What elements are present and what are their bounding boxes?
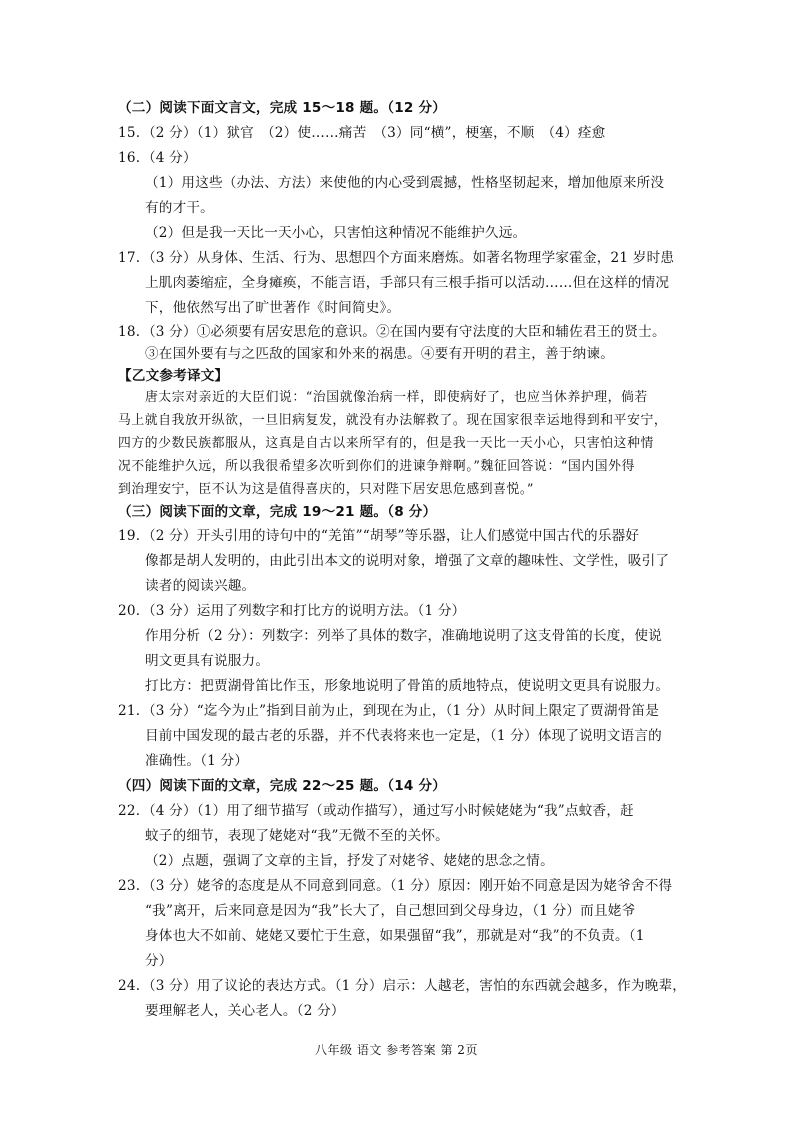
answer-22-l2: 蚊子的细节，表现了姥姥对“我”无微不至的关怀。 <box>145 828 449 844</box>
translation-line: 唐太宗对亲近的大臣们说：“治国就像治病一样，即使病好了，也应当休养护理，倘若 <box>145 390 648 405</box>
question-number: 15. <box>118 125 141 141</box>
question-number: 21. <box>118 703 141 719</box>
answer-18 <box>118 323 666 341</box>
section-heading-4: （四）阅读下面的文章，完成 22～25 题。（14 分） <box>118 778 447 794</box>
section-heading-2: （二）阅读下面文言文，完成 15～18 题。（12 分） <box>118 100 447 116</box>
answer-20-l3: 明文更具有说服力。 <box>145 653 270 669</box>
question-number: 23. <box>118 878 141 894</box>
answer-text: （4 分）（1）用了细节描写（或动作描写），通过写小时候姥姥为“我”点蚊香，赶 <box>142 803 634 819</box>
answer-16 <box>118 149 197 167</box>
translation-heading: 【乙文参考译文】 <box>118 368 229 384</box>
answer-text: （3 分）运用了列数字和打比方的说明方法。（1 分） <box>142 603 466 619</box>
answer-17 <box>118 249 674 267</box>
answer-18-l2: ③在国外要有与之匹敌的国家和外来的祸患。④要有开明的君主，善于纳谏。 <box>145 346 614 362</box>
answer-23-l3: 身体也大不如前、姥姥又要忙于生意，如果强留“我”，那就是对“我”的不负责。（1 <box>145 928 645 944</box>
answer-17-l3: 下，他依然写出了旷世著作《时间简史》。 <box>145 300 401 316</box>
answer-text: （3 分）①必须要有居安思危的意识。②在国内要有守法度的大臣和辅佐君王的贤士。 <box>142 324 666 340</box>
answer-20-l2: 作用分析（2 分）：列数字：列举了具体的数字，准确地说明了这支骨笛的长度，使说 <box>145 628 662 644</box>
answer-20 <box>118 602 465 620</box>
question-number: 18. <box>118 324 141 340</box>
answer-21-l3: 准确性。（1 分） <box>145 753 249 769</box>
answer-23-l4: 分） <box>145 953 173 969</box>
answer-17-l2: 上肌肉萎缩症，全身瘫痪，不能言语，手部只有三根手指可以活动……但在这样的情况 <box>145 275 670 291</box>
answer-text: （3 分）从身体、生活、行为、思想四个方面来磨炼。如著名物理学家霍金，21 岁时患 <box>142 250 675 266</box>
answer-19 <box>118 527 639 545</box>
answer-text: （2 分）（1）狱官 （2）使……痛苦 （3）同“横”，梗塞，不顺 （4）痊愈 <box>142 125 606 141</box>
answer-19-l3: 读者的阅读兴趣。 <box>145 578 256 594</box>
answer-16-part1-cont: 有的才干。 <box>145 200 214 216</box>
translation-line: 马上就自我放开纵欲，一旦旧病复发，就没有办法解救了。现在国家很幸运地得到和平安宁， <box>118 413 668 428</box>
answer-16-part1: （1）用这些（办法、方法）来使他的内心受到震撼，性格坚韧起来，增加他原来所没 <box>145 175 665 191</box>
answer-23 <box>118 877 672 895</box>
translation-line: 四方的少数民族都服从，这真是自古以来所罕有的，但是我一天比一天小心，只害怕这种情 <box>118 436 654 451</box>
translation-line: 况不能维护久远，所以我很希望多次听到你们的进谏争辩啊。”魏征回答说：“国内国外得 <box>118 459 635 474</box>
answer-text: （2 分）开头引用的诗句中的“羌笛”“胡琴”等乐器，让人们感觉中国古代的乐器好 <box>142 528 640 544</box>
question-number: 17. <box>118 250 141 266</box>
answer-23-l2: “我”离开，后来同意是因为“我”长大了，自己想回到父母身边，（1 分）而且姥爷 <box>145 903 636 919</box>
question-number: 19. <box>118 528 141 544</box>
question-number: 22. <box>118 803 141 819</box>
page-footer: 八年级 语文 参考答案 第 2页 <box>315 1043 478 1057</box>
answer-text: （3 分）“迄今为止”指到目前为止，到现在为止，（1 分）从时间上限定了贾湖骨笛是 <box>142 703 660 719</box>
section-heading-3: （三）阅读下面的文章，完成 19～21 题。（8 分） <box>118 504 437 520</box>
answer-22-l3: （2）点题，强调了文章的主旨，抒发了对姥爷、姥姥的思念之情。 <box>145 853 554 869</box>
answer-24 <box>118 977 686 995</box>
answer-text: （3 分）用了议论的表达方式。（1 分）启示：人越老，害怕的东西就会越多，作为晚辈， <box>142 978 687 994</box>
answer-22 <box>118 802 634 820</box>
answer-19-l2: 像都是胡人发明的，由此引出本文的说明对象，增强了文章的趣味性、文学性，吸引了 <box>145 553 670 569</box>
answer-20-l4: 打比方：把贾湖骨笛比作玉，形象地说明了骨笛的质地特点，使说明文更具有说服力。 <box>145 678 670 694</box>
answer-text: （4 分） <box>142 150 197 166</box>
question-number: 20. <box>118 603 141 619</box>
answer-24-l2: 要理解老人，关心老人。（2 分） <box>145 1003 345 1019</box>
answer-text: （3 分）姥爷的态度是从不同意到同意。（1 分）原因：刚开始不同意是因为姥爷舍不得 <box>142 878 673 894</box>
answer-21-l2: 目前中国发现的最古老的乐器，并不代表将来也一定是，（1 分）体现了说明文语言的 <box>145 728 662 744</box>
answer-21 <box>118 702 659 720</box>
translation-line: 到治理安宁，臣不认为这是值得喜庆的，只对陛下居安思危感到喜悦。” <box>118 482 535 497</box>
question-number: 24. <box>118 978 141 994</box>
answer-16-part2: （2）但是我一天比一天小心，只害怕这种情况不能维护久远。 <box>145 225 527 241</box>
answer-15 <box>118 124 605 142</box>
question-number: 16. <box>118 150 141 166</box>
